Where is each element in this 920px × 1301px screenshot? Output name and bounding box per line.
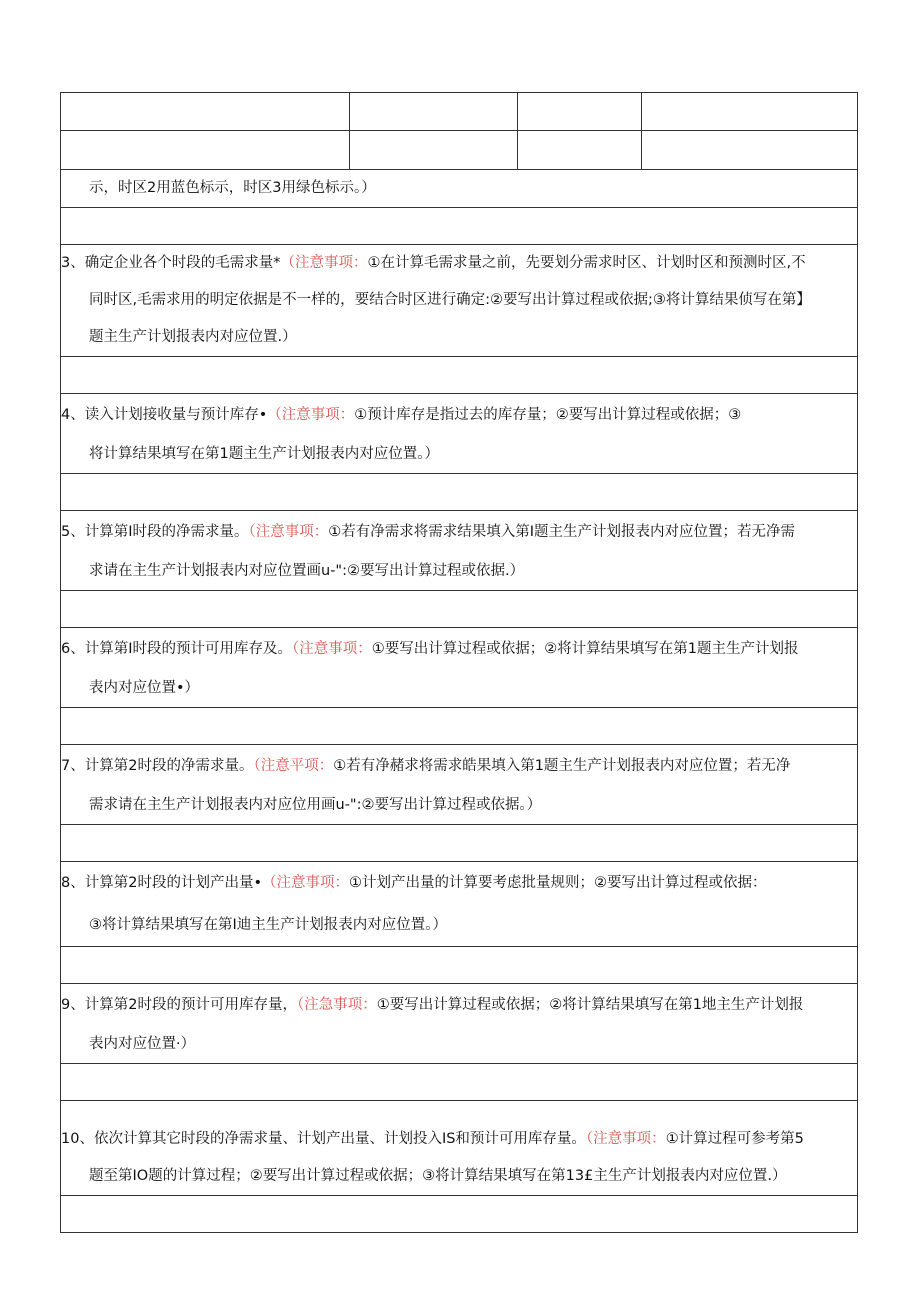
question-prefix: 10、依次计算其它时段的净需求量、计划产出量、计划投入IS和预计可用库存量。 (61, 1131, 586, 1147)
question-7 (60, 745, 858, 825)
question-prefix: 5、计算第I时段的净需求量。 (61, 524, 249, 540)
question-text: 将计算结果填写在第1题主生产计划报表内对应位置。） (89, 446, 439, 462)
answer-area[interactable] (60, 357, 858, 394)
table-cell[interactable] (61, 131, 350, 169)
note-label: （注急事项： (296, 997, 377, 1013)
question-text: 需求请在主生产计划报表内对应位用画u-":②要写出计算过程或依据。） (89, 797, 542, 813)
answer-area[interactable] (60, 474, 858, 511)
question-text: 题主生产计划报表内对应位置.） (89, 329, 297, 345)
answer-area[interactable] (60, 591, 858, 628)
question-8 (60, 862, 858, 947)
question-text: 同时区,毛需求用的明定依据是不一样的，要结合时区进行确定:②要写出计算过程或依据;③将计算结果侦写在第】 (89, 292, 811, 308)
question-text: ①在计算毛需求量之前，先要划分需求时区、计划时区和预测时区,不 (367, 255, 806, 271)
question-prefix: 9、计算第2时段的预计可用库存量， (61, 997, 297, 1013)
question-text: ①预计库存是指过去的库存量；②要写出计算过程或依据；③ (354, 407, 742, 423)
question-text: 题至第IO题的计算过程；②要写出计算过程或依据；③将计算结果填写在第13£主生产计划报表内对应位置.） (89, 1168, 787, 1184)
note-label: （注意事项： (267, 407, 355, 423)
question-10 (60, 1101, 858, 1196)
note-label: （注意事项： (280, 255, 368, 271)
note-label: （注意事项： (248, 524, 329, 540)
lead-text: 示，时区2用蓝色标示，时区3用绿色标示。） (89, 180, 376, 196)
answer-area[interactable] (60, 825, 858, 862)
table-cell[interactable] (350, 93, 518, 130)
lead-text-row (60, 170, 858, 208)
question-text: 表内对应位置·） (89, 1036, 196, 1052)
question-prefix: 8、计算第2时段的计划产出量• (61, 875, 263, 891)
table-cell[interactable] (350, 131, 518, 169)
note-label: （注意平项： (253, 758, 334, 774)
question-5 (60, 511, 858, 591)
question-prefix: 7、计算第2时段的净需求量。 (61, 758, 254, 774)
note-label: （注意事项： (585, 1131, 666, 1147)
question-text: ①若有净赭求将需求皓果填入第1题主生产计划报表内对应位置；若无净 (333, 758, 791, 774)
question-4 (60, 394, 858, 474)
answer-area[interactable] (60, 208, 858, 245)
question-text: ①要写出计算过程或依据；②将计算结果填写在第1地主生产计划报 (376, 997, 804, 1013)
empty-table-row (60, 131, 858, 170)
question-text: ①要写出计算过程或依据；②将计算结果填写在第1题主生产计划报 (371, 641, 799, 657)
table-cell[interactable] (642, 131, 857, 169)
worksheet-table (60, 92, 858, 1233)
answer-area[interactable] (60, 1196, 858, 1233)
table-cell[interactable] (518, 131, 642, 169)
question-6 (60, 628, 858, 708)
answer-area[interactable] (60, 708, 858, 745)
note-label: （注意事项： (292, 641, 372, 657)
answer-area[interactable] (60, 947, 858, 984)
question-text: 求请在主生产计划报表内对应位置画u-":②要写出计算过程或依据.） (89, 563, 525, 579)
table-cell[interactable] (61, 93, 350, 130)
question-text: ①计划产出量的计算要考虑批量规则；②要写出计算过程或依据： (349, 875, 767, 891)
question-text: ①计算过程可参考第5 (665, 1131, 804, 1147)
table-cell[interactable] (642, 93, 857, 130)
question-prefix: 6、计算第I时段的预计可用库存及。 (61, 641, 293, 657)
question-3 (60, 245, 858, 357)
question-text: 表内对应位置•） (89, 680, 200, 696)
question-text: ①若有净需求将需求结果填入第I题主生产计划报表内对应位置；若无净需 (328, 524, 796, 540)
answer-area[interactable] (60, 1064, 858, 1101)
question-text: ③将计算结果填写在第I迪主生产计划报表内对应位置。） (89, 917, 448, 933)
table-cell[interactable] (518, 93, 642, 130)
question-prefix: 3、确定企业各个时段的毛需求量* (61, 255, 281, 271)
empty-table-row (60, 92, 858, 131)
question-9 (60, 984, 858, 1064)
question-prefix: 4、读入计划接收量与预计库存• (61, 407, 268, 423)
note-label: （注意事项： (262, 875, 350, 891)
